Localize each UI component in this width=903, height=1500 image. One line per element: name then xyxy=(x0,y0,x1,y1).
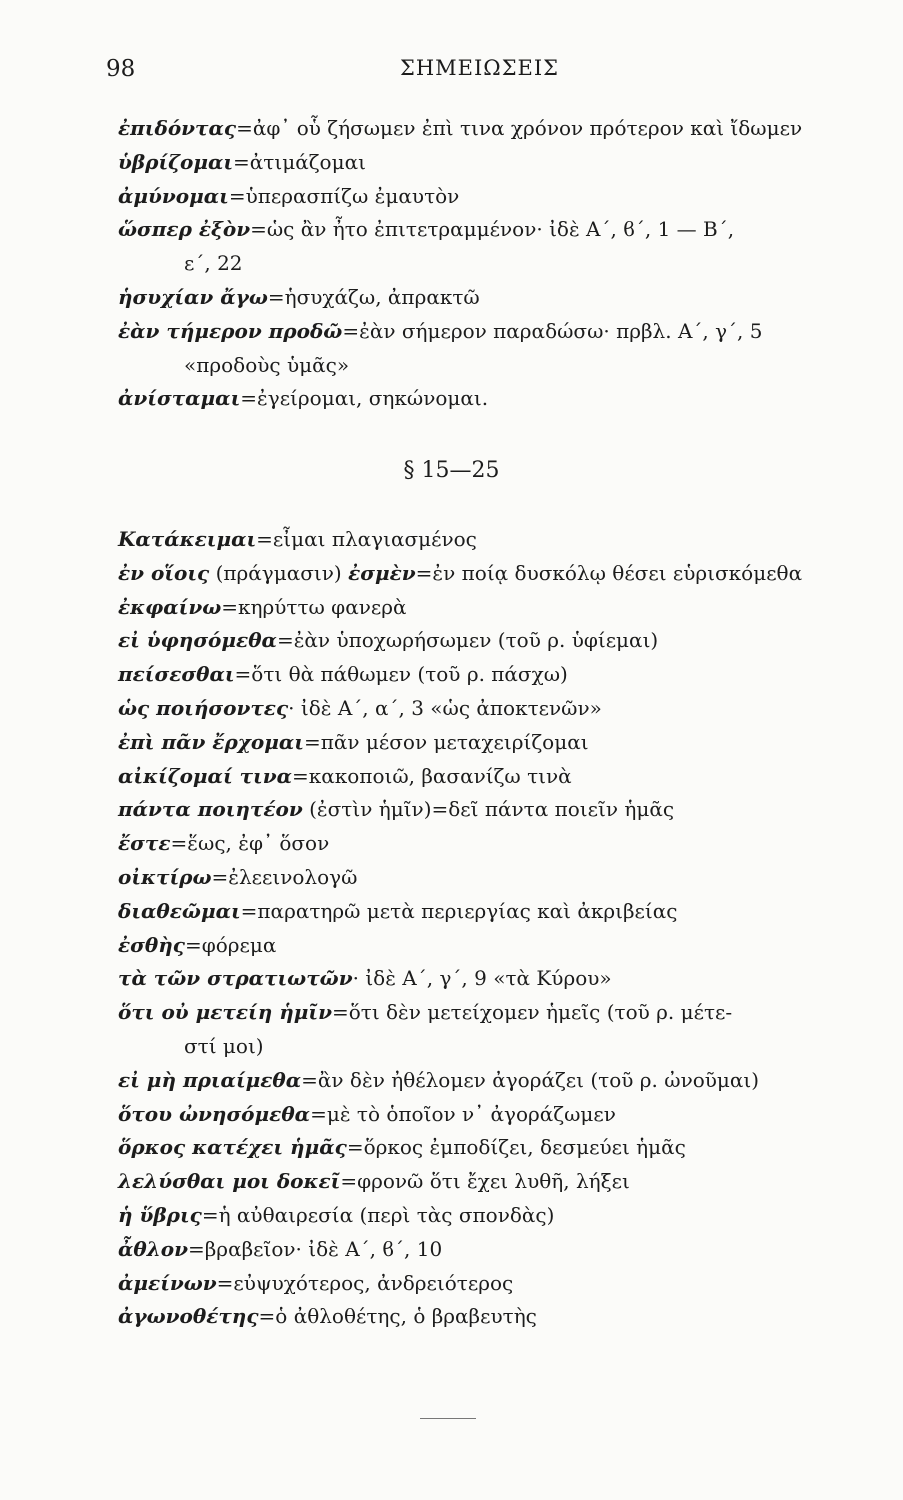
definition-text: =ὡς ἂν ἦτο ἐπιτετραμμένον· ἰδὲ Α΄, ϐ΄, 1 — Β΄, xyxy=(250,217,735,242)
glossary-term: ὑβρίζομαι xyxy=(118,149,234,174)
definition-text: =ἂν δὲν ἠθέλομεν ἀγοράζει (τοῦ ρ. ὠνοῦμαι) xyxy=(301,1067,760,1092)
glossary-term: ἆθλον xyxy=(118,1236,188,1261)
glossary-entry xyxy=(118,1064,858,1098)
glossary-entry xyxy=(118,793,858,827)
glossary-entry xyxy=(118,591,858,625)
glossary-entry xyxy=(118,1165,858,1199)
definition-text: =εἶμαι πλαγιασμένος xyxy=(256,527,477,551)
definition-text: =ἐὰν ὑποχωρήσωμεν (τοῦ ρ. ὑφίεμαι) xyxy=(276,628,659,653)
definition-text: =ἐν ποίᾳ δυσκόλῳ θέσει εὑρισκόμεθα xyxy=(415,560,803,585)
definition-text: =ὑπερασπίζω ἐμαυτὸν xyxy=(228,183,460,208)
definition-text: στί μοι) xyxy=(184,1033,264,1058)
definition-text: =ἀφ᾽ οὗ ζήσωμεν ἐπὶ τινα χρόνον πρότερον καὶ ἴδωμεν xyxy=(236,116,803,140)
bottom-rule xyxy=(420,1418,476,1419)
definition-text: =φόρεμα xyxy=(184,932,277,957)
glossary-term: ἔστε xyxy=(118,831,171,856)
definition-text: =ὅτι θὰ πάθωμεν (τοῦ ρ. πάσχω) xyxy=(234,662,568,687)
glossary-block-1 xyxy=(118,112,858,416)
definition-text: =ἡσυχάζω, ἀπρακτῶ xyxy=(267,284,480,309)
glossary-entry xyxy=(118,658,858,692)
definition-text: =ὁ ἀθλοθέτης, ὁ βραβευτὴς xyxy=(258,1304,537,1329)
glossary-term: ἡ ὕβρις xyxy=(118,1202,202,1227)
glossary-block-2 xyxy=(118,523,858,1334)
glossary-entry xyxy=(118,382,858,416)
definition-text: =ἀτιμάζομαι xyxy=(233,149,366,174)
definition-text: (πράγμασιν) xyxy=(209,560,349,585)
glossary-continuation-line xyxy=(118,1030,858,1064)
definition-text: =εὐψυχότερος, ἀνδρειότερος xyxy=(216,1270,514,1295)
glossary-entry xyxy=(118,213,858,247)
glossary-entry xyxy=(118,557,858,591)
glossary-entry xyxy=(118,315,858,349)
definition-text: =παρατηρῶ μετὰ περιεργίας καὶ ἀκριβείας xyxy=(240,898,678,923)
glossary-term: ὡς ποιήσοντες xyxy=(118,695,289,720)
glossary-term: ἐν οἵοις xyxy=(118,560,210,585)
glossary-continuation-line xyxy=(118,349,858,383)
glossary-term: Κατάκειμαι xyxy=(118,527,257,551)
glossary-term: ὅτι οὐ μετείη ἡμῖν xyxy=(118,1000,332,1025)
definition-text: =ἡ αὐθαιρεσία (περὶ τὰς σπονδὰς) xyxy=(201,1202,555,1227)
glossary-term: διαθεῶμαι xyxy=(118,898,241,923)
glossary-entry xyxy=(118,1233,858,1267)
glossary-entry xyxy=(118,1098,858,1132)
glossary-entry xyxy=(118,996,858,1030)
glossary-term: ἐκφαίνω xyxy=(118,594,222,619)
definition-text: =φρονῶ ὅτι ἔχει λυθῆ, λήξει xyxy=(340,1169,630,1194)
glossary-term: ἐπὶ πᾶν ἔρχομαι xyxy=(118,729,304,754)
glossary-entry xyxy=(118,726,858,760)
glossary-entry xyxy=(118,895,858,929)
glossary-term: ἀνίσταμαι xyxy=(118,386,241,411)
definition-text: ε΄, 22 xyxy=(184,251,243,276)
glossary-entry xyxy=(118,692,858,726)
glossary-term: ἐσμὲν xyxy=(348,560,416,585)
glossary-term: ὅρκος κατέχει ἡμᾶς xyxy=(118,1135,347,1160)
glossary-term: αἰκίζομαί τινα xyxy=(118,763,292,788)
definition-text: =μὲ τὸ ὁποῖον ν᾽ ἀγοράζωμεν xyxy=(310,1101,616,1126)
glossary-entry xyxy=(118,1131,858,1165)
glossary-entry xyxy=(118,1199,858,1233)
running-title: ΣΗΜΕΙΩΣΕΙΣ xyxy=(400,56,560,80)
glossary-term: ἀγωνοθέτης xyxy=(118,1304,259,1329)
glossary-term: οἰκτίρω xyxy=(118,864,212,889)
glossary-continuation-line xyxy=(118,247,858,281)
glossary-term: ἀμύνομαι xyxy=(118,183,229,208)
definition-text: =πᾶν μέσον μεταχειρίζομαι xyxy=(303,729,589,754)
glossary-entry xyxy=(118,929,858,963)
definition-text: «προδοὺς ὑμᾶς» xyxy=(184,352,350,377)
definition-text: =βραβεῖον· ἰδὲ Α΄, ϐ΄, 10 xyxy=(187,1236,443,1261)
definition-text: (ἐστὶν ἡμῖν)=δεῖ πάντα ποιεῖν ἡμᾶς xyxy=(302,797,675,822)
definition-text: =ἐγείρομαι, σηκώνομαι. xyxy=(240,386,489,411)
glossary-term: ἐὰν τήμερον προδῶ xyxy=(118,318,343,343)
glossary-entry xyxy=(118,180,858,214)
definition-text: =ὅτι δὲν μετείχομεν ἡμεῖς (τοῦ ρ. μέτε- xyxy=(331,1000,733,1025)
glossary-term: λελύσθαι μοι δοκεῖ xyxy=(118,1169,341,1194)
glossary-term: ὅτου ὠνησόμεθα xyxy=(118,1101,311,1126)
glossary-term: πείσεσθαι xyxy=(118,662,235,687)
glossary-entry xyxy=(118,146,858,180)
glossary-entry xyxy=(118,861,858,895)
glossary-entry xyxy=(118,281,858,315)
glossary-term: ἐπιδόντας xyxy=(118,116,237,140)
definition-text: =ἕως, ἐφ᾽ ὅσον xyxy=(170,831,330,856)
glossary-entry xyxy=(118,112,858,146)
glossary-entry xyxy=(118,1267,858,1301)
definition-text: =ὅρκος ἐμποδίζει, δεσμεύει ἡμᾶς xyxy=(346,1135,686,1160)
definition-text: =ἐὰν σήμερον παραδώσω· πρβλ. Α΄, γ΄, 5 xyxy=(342,318,763,343)
definition-text: =κακοποιῶ, βασανίζω τινὰ xyxy=(292,763,572,788)
page-number: 98 xyxy=(106,56,136,82)
section-heading: § 15—25 xyxy=(403,458,500,483)
glossary-entry xyxy=(118,523,858,557)
page-header xyxy=(106,56,863,88)
glossary-entry xyxy=(118,827,858,861)
definition-text: · ἰδὲ Α΄, γ΄, 9 «τὰ Κύρου» xyxy=(352,966,612,991)
glossary-entry xyxy=(118,760,858,794)
glossary-term: ἀμείνων xyxy=(118,1270,217,1295)
glossary-entry xyxy=(118,962,858,996)
definition-text: =κηρύττω φανερὰ xyxy=(221,594,407,619)
glossary-entry xyxy=(118,1300,858,1334)
definition-text: =ἐλεεινολογῶ xyxy=(211,864,358,889)
definition-text: · ἰδὲ Α΄, α΄, 3 «ὡς ἀποκτενῶν» xyxy=(288,695,602,720)
glossary-term: ὥσπερ ἐξὸν xyxy=(118,217,251,242)
glossary-term: τὰ τῶν στρατιωτῶν xyxy=(118,966,353,991)
glossary-entry xyxy=(118,624,858,658)
glossary-term: εἰ ὑφησόμεθα xyxy=(118,628,277,653)
glossary-term: ἡσυχίαν ἄγω xyxy=(118,284,268,309)
glossary-term: εἰ μὴ πριαίμεθα xyxy=(118,1067,302,1092)
glossary-term: ἐσθὴς xyxy=(118,932,185,957)
glossary-term: πάντα ποιητέον xyxy=(118,797,303,822)
